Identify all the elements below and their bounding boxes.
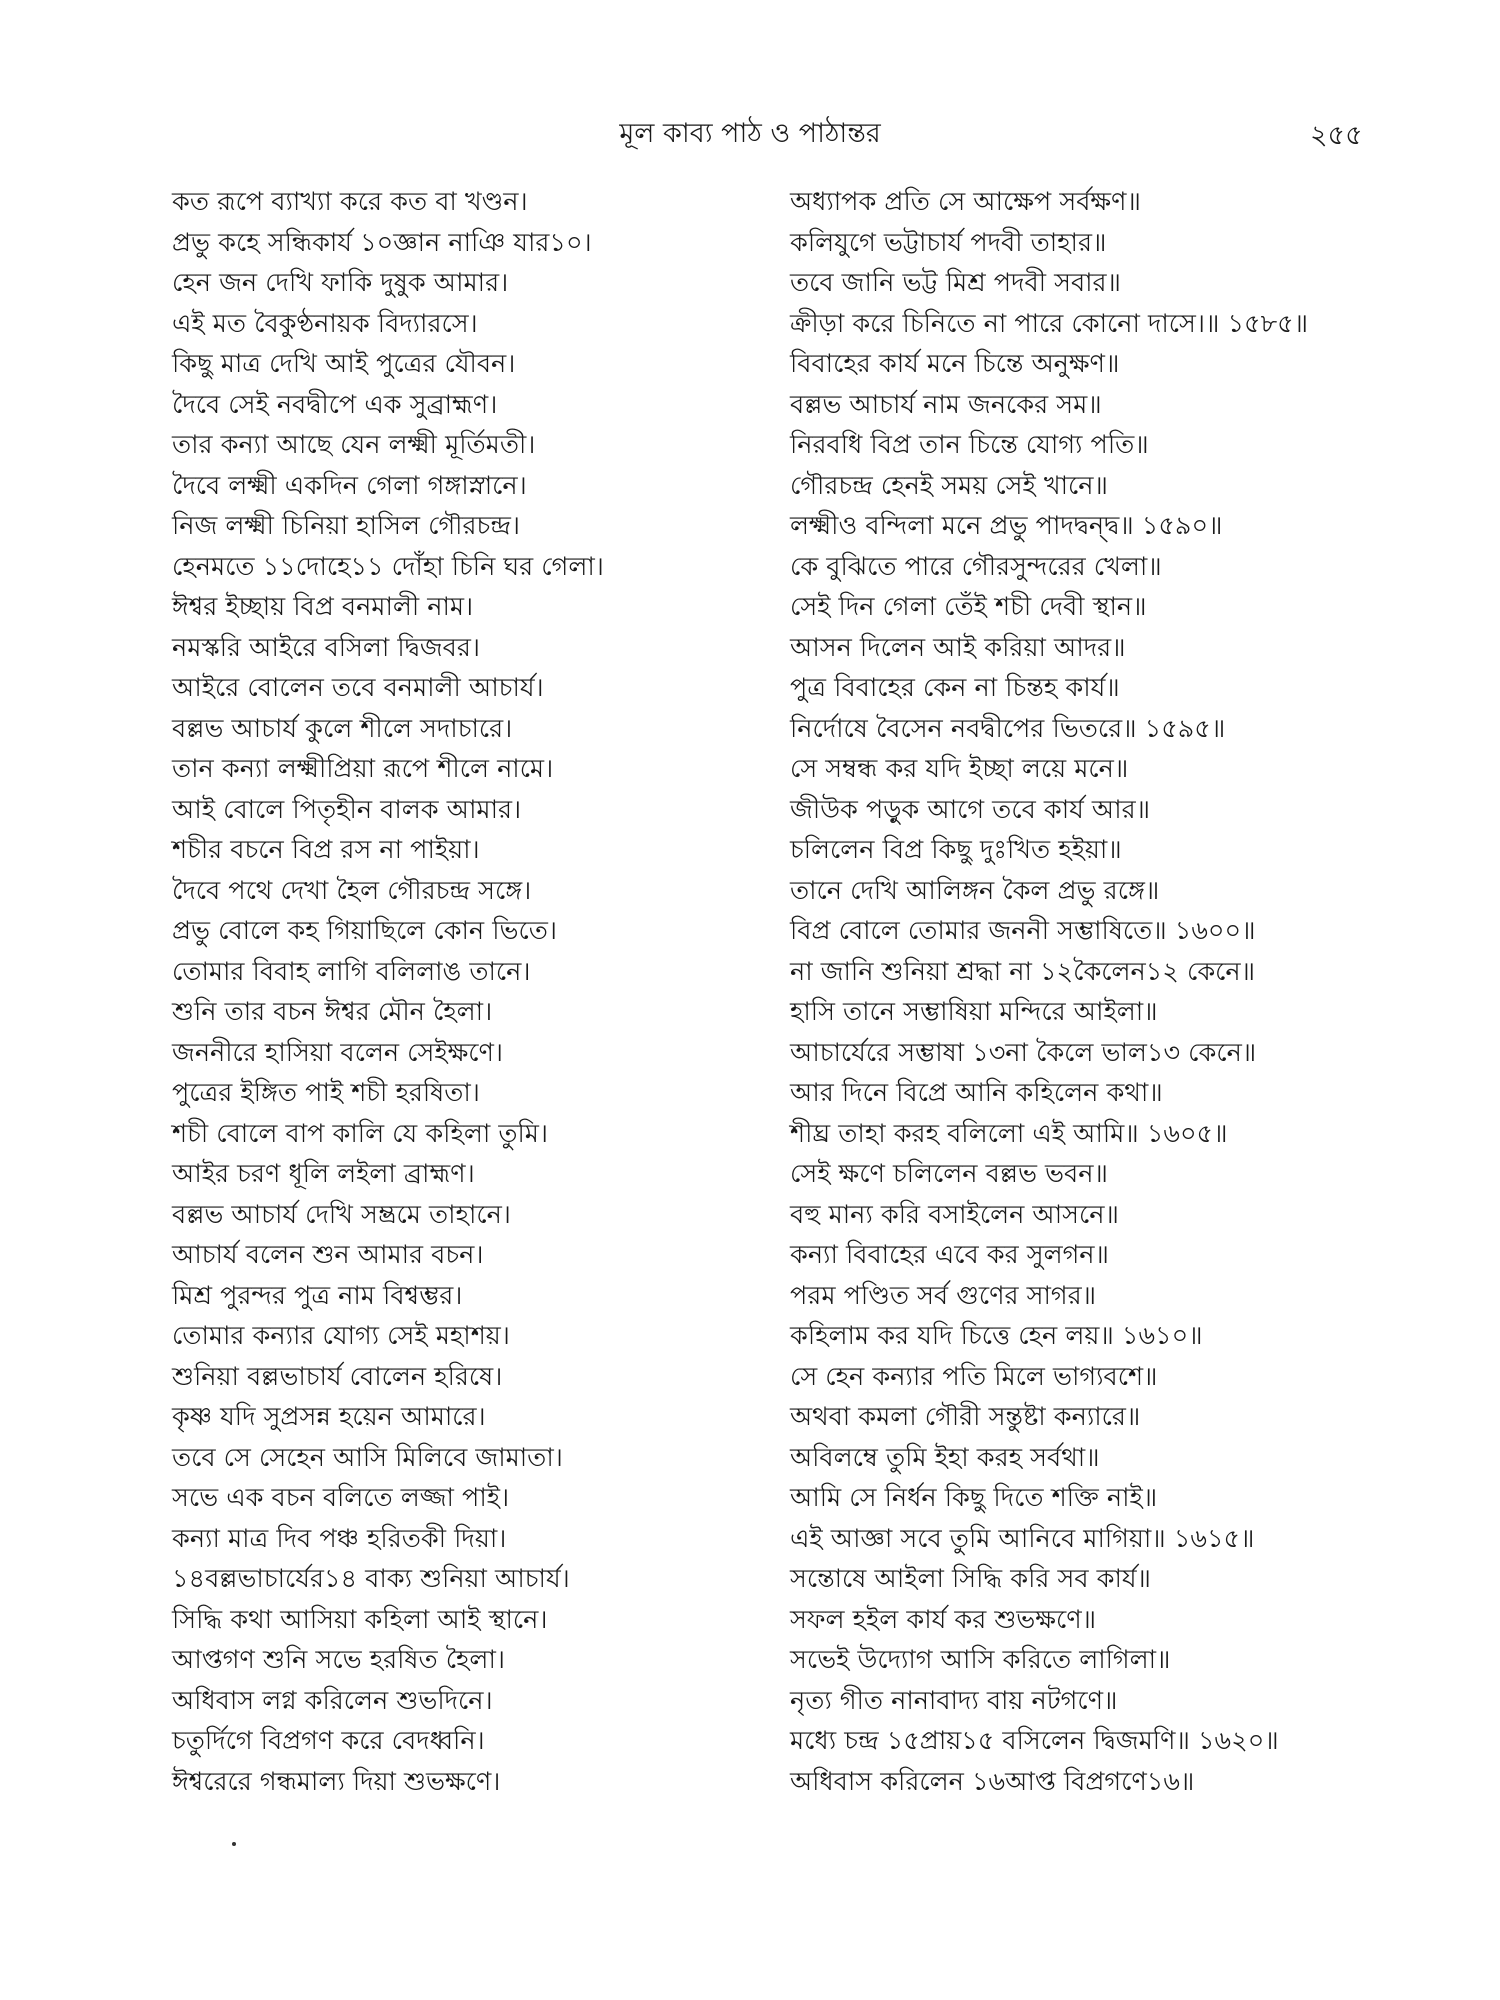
verse-line-right: সে সম্বন্ধ কর যদি ইচ্ছা লয়ে মনে॥ bbox=[790, 754, 1129, 784]
verse-line-left: তার কন্যা আছে যেন লক্ষ্মী মূর্তিমতী। bbox=[172, 430, 536, 460]
verse-line-left: কত রূপে ব্যাখ্যা করে কত বা খণ্ডন। bbox=[172, 187, 528, 217]
verse-line-left: কিছু মাত্র দেখি আই পুত্রের যৌবন। bbox=[172, 349, 516, 379]
stray-dot bbox=[232, 1842, 236, 1846]
verse-line-left: পুত্রের ইঙ্গিত পাই শচী হরষিতা। bbox=[172, 1078, 480, 1108]
verse-line-left: দৈবে লক্ষ্মী একদিন গেলা গঙ্গাস্নানে। bbox=[172, 470, 527, 501]
verse-line-right: তানে দেখি আলিঙ্গন কৈল প্রভু রঙ্গে॥ bbox=[790, 875, 1160, 906]
verse-line-right: এই আজ্ঞা সবে তুমি আনিবে মাগিয়া॥ ১৬১৫॥ bbox=[790, 1523, 1255, 1554]
verse-line-left: আই বোলে পিতৃহীন বালক আমার। bbox=[172, 794, 522, 825]
verse-line-left: কন্যা মাত্র দিব পঞ্চ হরিতকী দিয়া। bbox=[172, 1523, 507, 1554]
verse-line-right: পুত্র বিবাহের কেন না চিন্তহ কার্য॥ bbox=[790, 673, 1120, 703]
verse-line-right: পরম পণ্ডিত সর্ব গুণের সাগর॥ bbox=[790, 1280, 1097, 1311]
verse-line-left: তবে সে সেহেন আসি মিলিবে জামাতা। bbox=[172, 1442, 563, 1473]
verse-line-left: শুনিয়া বল্লভাচার্য বোলেন হরিষে। bbox=[172, 1361, 503, 1392]
verse-line-left: দৈবে পথে দেখা হৈল গৌরচন্দ্র সঙ্গে। bbox=[172, 875, 532, 906]
verse-line-left: মিশ্র পুরন্দর পুত্র নাম বিশ্বম্ভর। bbox=[172, 1280, 463, 1311]
verse-line-left: প্রভু বোলে কহ গিয়াছিলে কোন ভিতে। bbox=[172, 916, 557, 946]
verse-line-right: সেই দিন গেলা তেঁই শচী দেবী স্থান॥ bbox=[790, 592, 1147, 622]
verse-line-right: বল্লভ আচার্য নাম জনকের সম॥ bbox=[790, 389, 1102, 420]
verse-line-left: শচীর বচনে বিপ্র রস না পাইয়া। bbox=[172, 835, 480, 865]
page-number: ২৫৫ bbox=[1310, 120, 1363, 151]
verse-line-right: বিবাহের কার্য মনে চিন্তে অনুক্ষণ॥ bbox=[790, 349, 1120, 379]
verse-line-left: ১৪বল্লভাচার্যের১৪ বাক্য শুনিয়া আচার্য। bbox=[172, 1564, 570, 1594]
verse-line-left: সভে এক বচন বলিতে লজ্জা পাই। bbox=[172, 1483, 510, 1513]
verse-line-right: তবে জানি ভট্ট মিশ্র পদবী সবার॥ bbox=[790, 268, 1121, 298]
verse-line-right: লক্ষ্মীও বন্দিলা মনে প্রভু পাদদ্বন্দ্ব॥ ১৫৯০॥ bbox=[790, 511, 1223, 541]
verse-line-right: কহিলাম কর যদি চিত্তে হেন লয়॥ ১৬১০॥ bbox=[790, 1321, 1203, 1351]
verse-line-right: মধ্যে চন্দ্র ১৫প্রায়১৫ বসিলেন দ্বিজমণি॥ ১৬২০॥ bbox=[790, 1726, 1279, 1756]
verse-line-right: অবিলম্বে তুমি ইহা করহ সর্বথা॥ bbox=[790, 1442, 1100, 1473]
verse-line-right: জীউক পড়ুক আগে তবে কার্য আর॥ bbox=[790, 794, 1151, 825]
page-title: মূল কাব্য পাঠ ও পাঠান্তর bbox=[619, 118, 881, 149]
verse-line-right: নিরবধি বিপ্র তান চিন্তে যোগ্য পতি॥ bbox=[790, 430, 1149, 460]
verse-line-left: কৃষ্ণ যদি সুপ্রসন্ন হয়েন আমারে। bbox=[172, 1402, 486, 1432]
verse-line-right: বিপ্র বোলে তোমার জননী সম্ভাষিতে॥ ১৬০০॥ bbox=[790, 916, 1256, 946]
verse-line-left: দৈবে সেই নবদ্বীপে এক সুব্রাহ্মণ। bbox=[172, 389, 498, 420]
verse-line-left: হেন জন দেখি ফাকি দুষুক আমার। bbox=[172, 268, 509, 298]
verse-line-right: অধিবাস করিলেন ১৬আপ্ত বিপ্রগণে১৬॥ bbox=[790, 1766, 1195, 1797]
verse-line-left: আচার্য বলেন শুন আমার বচন। bbox=[172, 1240, 484, 1270]
verse-line-right: হাসি তানে সম্ভাষিয়া মন্দিরে আইলা॥ bbox=[790, 997, 1158, 1027]
verse-line-right: আচার্যেরে সম্ভাষা ১৩না কৈলে ভাল১৩ কেনে॥ bbox=[790, 1037, 1257, 1068]
verse-line-right: সে হেন কন্যার পতি মিলে ভাগ্যবশে॥ bbox=[790, 1361, 1158, 1392]
left-column bbox=[172, 182, 812, 1802]
verse-line-right: অথবা কমলা গৌরী সন্তুষ্টা কন্যারে॥ bbox=[790, 1402, 1141, 1432]
verse-line-left: আইরে বোলেন তবে বনমালী আচার্য। bbox=[172, 673, 544, 703]
verse-line-right: আর দিনে বিপ্রে আনি কহিলেন কথা॥ bbox=[790, 1078, 1163, 1108]
verse-line-left: এই মত বৈকুণ্ঠনায়ক বিদ্যারসে। bbox=[172, 308, 478, 339]
verse-line-left: তান কন্যা লক্ষ্মীপ্রিয়া রূপে শীলে নামে। bbox=[172, 754, 554, 784]
verse-line-left: জননীরে হাসিয়া বলেন সেইক্ষণে। bbox=[172, 1037, 504, 1068]
verse-line-right: গৌরচন্দ্র হেনই সময় সেই খানে॥ bbox=[790, 470, 1108, 501]
verse-line-left: নমস্করি আইরে বসিলা দ্বিজবর। bbox=[172, 632, 481, 663]
verse-line-right: নির্দোষে বৈসেন নবদ্বীপের ভিতরে॥ ১৫৯৫॥ bbox=[790, 713, 1226, 744]
verse-line-left: তোমার কন্যার যোগ্য সেই মহাশয়। bbox=[172, 1321, 510, 1351]
verse-line-right: কে বুঝিতে পারে গৌরসুন্দরের খেলা॥ bbox=[790, 551, 1162, 582]
verse-line-left: অধিবাস লগ্ন করিলেন শুভদিনে। bbox=[172, 1685, 493, 1716]
verse-line-right: বহু মান্য করি বসাইলেন আসনে॥ bbox=[790, 1199, 1119, 1230]
verse-line-left: হেনমতে ১১দোহে১১ দোঁহা চিনি ঘর গেলা। bbox=[172, 551, 604, 582]
verse-line-left: নিজ লক্ষ্মী চিনিয়া হাসিল গৌরচন্দ্র। bbox=[172, 511, 521, 541]
verse-line-left: ঈশ্বর ইচ্ছায় বিপ্র বনমালী নাম। bbox=[172, 592, 474, 622]
verse-line-left: বল্লভ আচার্য দেখি সম্ভ্রমে তাহানে। bbox=[172, 1199, 511, 1230]
verse-line-right: না জানি শুনিয়া শ্রদ্ধা না ১২কৈলেন১২ কেনে॥ bbox=[790, 956, 1256, 987]
verse-line-left: তোমার বিবাহ লাগি বলিলাঙ তানে। bbox=[172, 956, 531, 987]
verse-line-right: অধ্যাপক প্রতি সে আক্ষেপ সর্বক্ষণ॥ bbox=[790, 187, 1141, 217]
verse-line-right: আসন দিলেন আই করিয়া আদর॥ bbox=[790, 632, 1126, 663]
verse-line-right: শীঘ্র তাহা করহ বলিলো এই আমি॥ ১৬০৫॥ bbox=[790, 1118, 1228, 1149]
verse-line-left: ঈশ্বরেরে গন্ধমাল্য দিয়া শুভক্ষণে। bbox=[172, 1766, 501, 1797]
verse-line-left: আইর চরণ ধূলি লইলা ব্রাহ্মণ। bbox=[172, 1159, 475, 1189]
verse-line-right: সফল হইল কার্য কর শুভক্ষণে॥ bbox=[790, 1604, 1097, 1635]
right-column bbox=[790, 182, 1480, 1802]
verse-line-left: শুনি তার বচন ঈশ্বর মৌন হৈলা। bbox=[172, 997, 493, 1027]
verse-line-right: নৃত্য গীত নানাবাদ্য বায় নটগণে॥ bbox=[790, 1685, 1118, 1716]
verse-line-left: সিদ্ধি কথা আসিয়া কহিলা আই স্থানে। bbox=[172, 1604, 548, 1635]
verse-line-right: কলিযুগে ভট্টাচার্য পদবী তাহার॥ bbox=[790, 227, 1107, 258]
verse-line-left: আপ্তগণ শুনি সভে হরষিত হৈলা। bbox=[172, 1645, 505, 1675]
verse-line-right: ক্রীড়া করে চিনিতে না পারে কোনো দাসে।॥ ১৫৮৫॥ bbox=[790, 308, 1309, 339]
verse-line-right: আমি সে নির্ধন কিছু দিতে শক্তি নাই॥ bbox=[790, 1483, 1158, 1513]
verse-line-right: সভেই উদ্যোগ আসি করিতে লাগিলা॥ bbox=[790, 1645, 1171, 1675]
verse-line-left: চতুর্দিগে বিপ্রগণ করে বেদধ্বনি। bbox=[172, 1726, 485, 1756]
verse-line-left: শচী বোলে বাপ কালি যে কহিলা তুমি। bbox=[172, 1118, 549, 1149]
verse-line-right: সেই ক্ষণে চলিলেন বল্লভ ভবন॥ bbox=[790, 1159, 1108, 1189]
verse-line-right: চলিলেন বিপ্র কিছু দুঃখিত হইয়া॥ bbox=[790, 835, 1122, 865]
verse-line-left: বল্লভ আচার্য কুলে শীলে সদাচারে। bbox=[172, 713, 513, 744]
verse-line-right: কন্যা বিবাহের এবে কর সুলগন॥ bbox=[790, 1240, 1109, 1270]
verse-line-left: প্রভু কহে সন্ধিকার্য ১০জ্ঞান নাঞি যার১০। bbox=[172, 227, 592, 258]
verse-line-right: সন্তোষে আইলা সিদ্ধি করি সব কার্য॥ bbox=[790, 1564, 1151, 1594]
